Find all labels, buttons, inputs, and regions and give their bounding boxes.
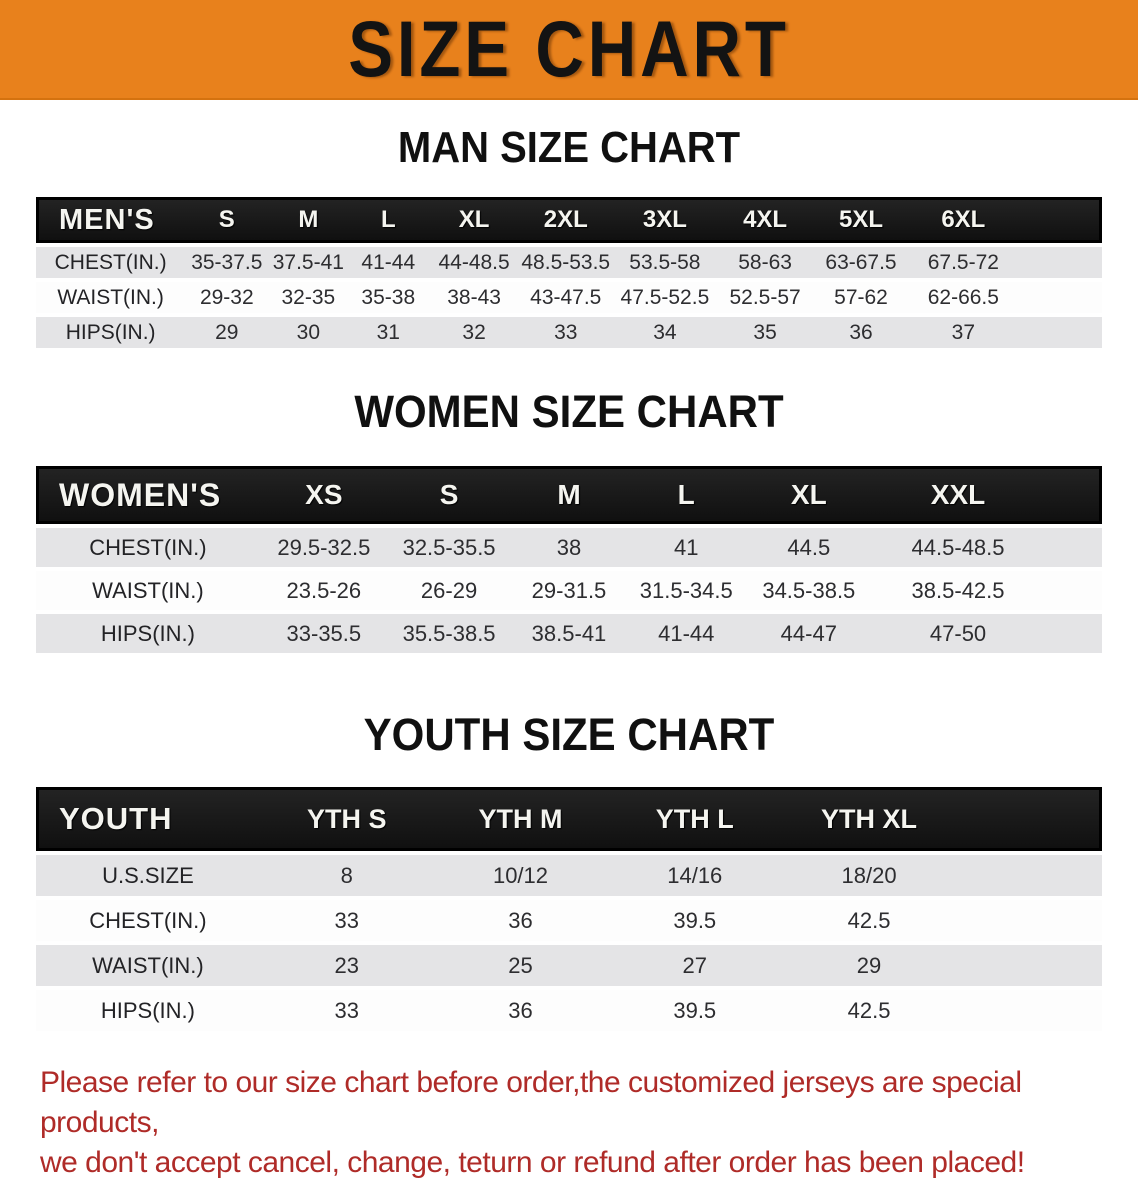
youth-ussize-cell: 18/20 xyxy=(782,855,956,896)
men-hips-cell: 29 xyxy=(185,317,268,348)
size-chart-banner xyxy=(0,0,1138,100)
filler-cell xyxy=(956,945,1102,986)
youth-chest-cell: 39.5 xyxy=(607,900,782,941)
filler-cell xyxy=(1017,247,1102,278)
men-chest-cell: 53.5-58 xyxy=(612,247,719,278)
men-waist-cell: 29-32 xyxy=(185,282,268,313)
youth-chest-cell: 33 xyxy=(260,900,434,941)
men-chest-cell: 41-44 xyxy=(348,247,428,278)
women-size-table xyxy=(36,462,1102,657)
youth-ussize-cell: 14/16 xyxy=(607,855,782,896)
men-hips-cell: 30 xyxy=(268,317,348,348)
order-policy-line2: we don't accept cancel, change, teturn or refund after order has been placed! xyxy=(40,1146,1025,1179)
youth-waist-cell: 23 xyxy=(260,945,434,986)
filler-cell xyxy=(956,990,1102,1031)
youth-size-header: YTH XL xyxy=(782,787,956,851)
men-hips-cell: 33 xyxy=(520,317,612,348)
women-chest-cell: 29.5-32.5 xyxy=(260,528,388,567)
youth-hips-cell: 42.5 xyxy=(782,990,956,1031)
youth-ussize-cell: 8 xyxy=(260,855,434,896)
men-chest-cell: 67.5-72 xyxy=(910,247,1017,278)
youth-waist-cell: 29 xyxy=(782,945,956,986)
table-row xyxy=(36,990,1102,1031)
men-waist-cell: 32-35 xyxy=(268,282,348,313)
youth-chest-cell: 36 xyxy=(434,900,608,941)
women-size-header: L xyxy=(628,466,745,524)
men-waist-cell: 62-66.5 xyxy=(910,282,1017,313)
men-size-header: 4XL xyxy=(718,197,812,243)
youth-size-header: YTH S xyxy=(260,787,434,851)
men-row-label: CHEST(IN.) xyxy=(36,247,185,278)
banner-title: SIZE CHART xyxy=(348,5,790,93)
men-chest-cell: 58-63 xyxy=(718,247,812,278)
men-size-header: XL xyxy=(428,197,520,243)
women-chest-cell: 38 xyxy=(510,528,627,567)
man-section-heading: MAN SIZE CHART xyxy=(397,124,741,172)
women-chest-cell: 44.5 xyxy=(745,528,873,567)
youth-corner-label: YOUTH xyxy=(36,787,260,851)
men-size-header: 5XL xyxy=(812,197,910,243)
table-row xyxy=(36,614,1102,653)
women-waist-cell: 23.5-26 xyxy=(260,571,388,610)
women-size-header: XS xyxy=(260,466,388,524)
filler-cell xyxy=(1043,528,1102,567)
men-hips-cell: 32 xyxy=(428,317,520,348)
table-row xyxy=(36,282,1102,313)
youth-waist-cell: 27 xyxy=(607,945,782,986)
women-row-label: HIPS(IN.) xyxy=(36,614,260,653)
filler-cell xyxy=(956,900,1102,941)
filler-cell xyxy=(1017,282,1102,313)
men-waist-cell: 38-43 xyxy=(428,282,520,313)
women-chest-cell: 32.5-35.5 xyxy=(388,528,511,567)
women-size-header: M xyxy=(510,466,627,524)
youth-header-filler xyxy=(956,787,1102,851)
youth-row-label: U.S.SIZE xyxy=(36,855,260,896)
youth-hips-cell: 39.5 xyxy=(607,990,782,1031)
women-row-label: WAIST(IN.) xyxy=(36,571,260,610)
filler-cell xyxy=(1017,317,1102,348)
youth-waist-cell: 25 xyxy=(434,945,608,986)
women-waist-cell: 29-31.5 xyxy=(510,571,627,610)
table-row xyxy=(36,317,1102,348)
youth-hips-cell: 36 xyxy=(434,990,608,1031)
men-waist-cell: 47.5-52.5 xyxy=(612,282,719,313)
men-size-table xyxy=(36,193,1102,352)
table-row xyxy=(36,855,1102,896)
men-size-header: L xyxy=(348,197,428,243)
women-waist-cell: 38.5-42.5 xyxy=(873,571,1044,610)
table-row xyxy=(36,945,1102,986)
men-waist-cell: 35-38 xyxy=(348,282,428,313)
men-size-header: M xyxy=(268,197,348,243)
women-hips-cell: 38.5-41 xyxy=(510,614,627,653)
women-waist-cell: 34.5-38.5 xyxy=(745,571,873,610)
women-hips-cell: 41-44 xyxy=(628,614,745,653)
men-corner-label: MEN'S xyxy=(36,197,185,243)
women-waist-cell: 31.5-34.5 xyxy=(628,571,745,610)
youth-chest-cell: 42.5 xyxy=(782,900,956,941)
women-hips-cell: 35.5-38.5 xyxy=(388,614,511,653)
women-chest-cell: 41 xyxy=(628,528,745,567)
women-size-header: S xyxy=(388,466,511,524)
youth-size-table xyxy=(36,783,1102,1035)
youth-size-header: YTH L xyxy=(607,787,782,851)
men-chest-cell: 44-48.5 xyxy=(428,247,520,278)
filler-cell xyxy=(1043,614,1102,653)
men-waist-cell: 57-62 xyxy=(812,282,910,313)
men-size-header: 3XL xyxy=(612,197,719,243)
women-header-row xyxy=(36,466,1102,524)
men-chest-cell: 37.5-41 xyxy=(268,247,348,278)
women-hips-cell: 33-35.5 xyxy=(260,614,388,653)
men-hips-cell: 31 xyxy=(348,317,428,348)
order-policy-note xyxy=(40,1063,1098,1183)
men-header-row xyxy=(36,197,1102,243)
women-section-heading: WOMEN SIZE CHART xyxy=(354,386,784,437)
youth-row-label: WAIST(IN.) xyxy=(36,945,260,986)
men-hips-cell: 37 xyxy=(910,317,1017,348)
men-header-filler xyxy=(1017,197,1102,243)
filler-cell xyxy=(1043,571,1102,610)
men-row-label: HIPS(IN.) xyxy=(36,317,185,348)
youth-ussize-cell: 10/12 xyxy=(434,855,608,896)
youth-size-header: YTH M xyxy=(434,787,608,851)
women-corner-label: WOMEN'S xyxy=(36,466,260,524)
women-hips-cell: 47-50 xyxy=(873,614,1044,653)
men-chest-cell: 63-67.5 xyxy=(812,247,910,278)
women-hips-cell: 44-47 xyxy=(745,614,873,653)
youth-hips-cell: 33 xyxy=(260,990,434,1031)
men-waist-cell: 52.5-57 xyxy=(718,282,812,313)
table-row xyxy=(36,571,1102,610)
women-size-header: XXL xyxy=(873,466,1044,524)
women-row-label: CHEST(IN.) xyxy=(36,528,260,567)
youth-section-heading: YOUTH SIZE CHART xyxy=(363,709,775,760)
youth-header-row xyxy=(36,787,1102,851)
men-hips-cell: 34 xyxy=(612,317,719,348)
youth-row-label: HIPS(IN.) xyxy=(36,990,260,1031)
women-size-header: XL xyxy=(745,466,873,524)
men-chest-cell: 48.5-53.5 xyxy=(520,247,612,278)
women-waist-cell: 26-29 xyxy=(388,571,511,610)
men-size-header: S xyxy=(185,197,268,243)
women-chest-cell: 44.5-48.5 xyxy=(873,528,1044,567)
women-header-filler xyxy=(1043,466,1102,524)
table-row xyxy=(36,900,1102,941)
filler-cell xyxy=(956,855,1102,896)
men-hips-cell: 35 xyxy=(718,317,812,348)
men-waist-cell: 43-47.5 xyxy=(520,282,612,313)
table-row xyxy=(36,247,1102,278)
men-size-header: 2XL xyxy=(520,197,612,243)
order-policy-line1: Please refer to our size chart before order,the customized jerseys are special products, xyxy=(40,1066,1022,1139)
table-row xyxy=(36,528,1102,567)
men-chest-cell: 35-37.5 xyxy=(185,247,268,278)
men-size-header: 6XL xyxy=(910,197,1017,243)
men-hips-cell: 36 xyxy=(812,317,910,348)
men-row-label: WAIST(IN.) xyxy=(36,282,185,313)
youth-row-label: CHEST(IN.) xyxy=(36,900,260,941)
